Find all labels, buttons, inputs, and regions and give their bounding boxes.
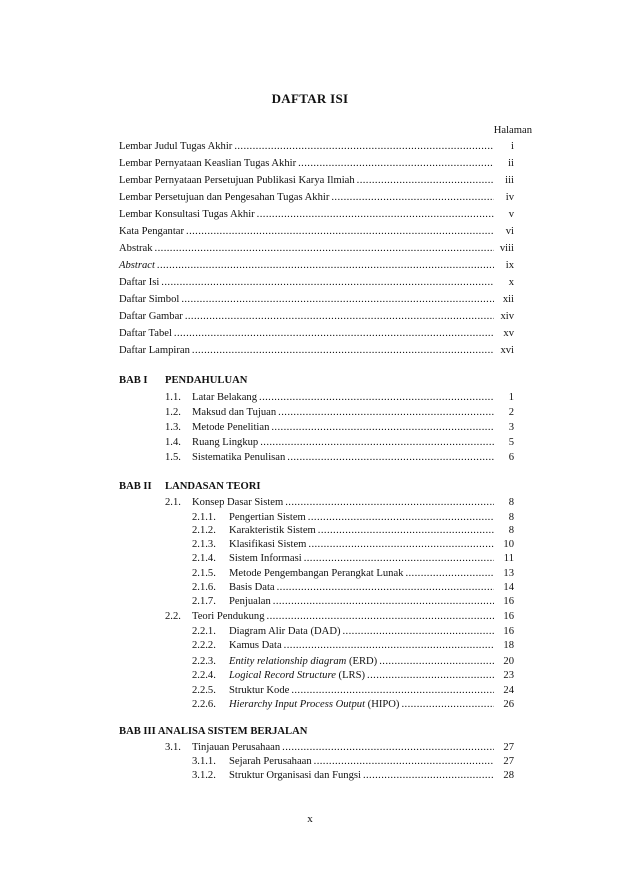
leader-dots: [174, 326, 494, 341]
toc-page: i: [511, 141, 514, 152]
chapter-number: BAB II: [119, 481, 152, 492]
section-number: 2.1.2.: [192, 525, 216, 536]
toc-page: 10: [503, 539, 514, 550]
chapter-title: PENDAHULUAN: [165, 375, 248, 386]
leader-dots: [271, 420, 494, 435]
section-number: 1.4.: [165, 437, 181, 448]
toc-page: 27: [503, 742, 514, 753]
toc-label-suffix: (LRS): [335, 670, 366, 681]
chapter-title: LANDASAN TEORI: [165, 481, 261, 492]
toc-page: xvi: [500, 345, 514, 356]
toc-label: Konsep Dasar Sistem: [192, 497, 284, 508]
section-number: 2.2.: [165, 611, 181, 622]
chapter-number: BAB I: [119, 375, 148, 386]
leader-dots: [192, 343, 494, 358]
toc-page: iv: [505, 192, 514, 203]
toc-entry[interactable]: [192, 754, 514, 769]
toc-entry[interactable]: [192, 551, 514, 566]
toc-entry[interactable]: [119, 156, 514, 171]
toc-label: Karakteristik Sistem: [229, 525, 316, 536]
leader-dots: [401, 697, 494, 712]
section-number: 3.1.1.: [192, 756, 216, 767]
leader-dots: [257, 207, 494, 222]
toc-label: Lembar Konsultasi Tugas Akhir: [119, 209, 255, 220]
toc-label: Daftar Lampiran: [119, 345, 190, 356]
toc-entry[interactable]: [119, 292, 514, 307]
section-number: 1.5.: [165, 452, 181, 463]
toc-entry[interactable]: [119, 139, 514, 154]
toc-page: 13: [503, 568, 514, 579]
leader-dots: [161, 275, 494, 290]
toc-page: x: [508, 277, 514, 288]
leader-dots: [181, 292, 494, 307]
toc-entry[interactable]: [192, 537, 514, 552]
toc-entry[interactable]: [165, 740, 514, 755]
toc-page: 8: [508, 497, 514, 508]
toc-label: Daftar Gambar: [119, 311, 183, 322]
toc-entry[interactable]: [165, 450, 514, 465]
toc-label-italic: Logical Record Structure: [229, 670, 336, 681]
toc-entry[interactable]: [165, 405, 514, 420]
toc-label-suffix: (ERD): [346, 656, 378, 667]
leader-dots: [267, 609, 494, 624]
leader-dots: [314, 754, 494, 769]
section-number: 3.1.2.: [192, 770, 216, 781]
section-number: 2.2.1.: [192, 626, 216, 637]
section-number: 3.1.: [165, 742, 181, 753]
toc-entry[interactable]: [192, 697, 514, 712]
toc-label: Pengertian Sistem: [229, 512, 306, 523]
leader-dots: [287, 450, 494, 465]
leader-dots: [298, 156, 494, 171]
toc-page: 11: [503, 553, 514, 564]
section-number: 2.1.6.: [192, 582, 216, 593]
section-number: 2.1.5.: [192, 568, 216, 579]
toc-page: 8: [508, 512, 514, 523]
toc-label: Daftar Isi: [119, 277, 160, 288]
leader-dots: [234, 139, 494, 154]
toc-page: ix: [505, 260, 514, 271]
section-number: 2.2.4.: [192, 670, 216, 681]
leader-dots: [282, 740, 494, 755]
leader-dots: [367, 668, 494, 683]
toc-label: Sistem Informasi: [229, 553, 302, 564]
leader-dots: [186, 224, 494, 239]
leader-dots: [185, 309, 494, 324]
leader-dots: [357, 173, 494, 188]
toc-label: Latar Belakang: [192, 392, 258, 403]
toc-label-suffix: (HIPO): [365, 699, 400, 710]
halaman-label: Halaman: [493, 125, 532, 136]
leader-dots: [284, 638, 494, 653]
toc-label: Abstract: [119, 260, 155, 271]
toc-label: Lembar Judul Tugas Akhir: [119, 141, 233, 152]
section-number: 2.2.5.: [192, 685, 216, 696]
toc-page: 18: [503, 640, 514, 651]
toc-page: v: [508, 209, 514, 220]
leader-dots: [277, 580, 494, 595]
toc-label: [229, 697, 399, 712]
toc-label: Klasifikasi Sistem: [229, 539, 307, 550]
section-number: 2.2.2.: [192, 640, 216, 651]
toc-entry[interactable]: [192, 654, 514, 669]
toc-label: Lembar Persetujuan dan Pengesahan Tugas Akhir: [119, 192, 330, 203]
toc-label: Struktur Kode: [229, 685, 290, 696]
toc-label: Tinjauan Perusahaan: [192, 742, 281, 753]
toc-page: 6: [508, 452, 514, 463]
toc-entry[interactable]: [119, 275, 514, 290]
leader-dots: [155, 241, 494, 256]
toc-label: Daftar Tabel: [119, 328, 172, 339]
leader-dots: [278, 405, 494, 420]
toc-entry[interactable]: [192, 523, 514, 538]
chapter-heading[interactable]: [119, 724, 307, 739]
toc-page: 20: [503, 656, 514, 667]
toc-page: vi: [505, 226, 514, 237]
leader-dots: [273, 594, 494, 609]
leader-dots: [285, 495, 494, 510]
toc-entry[interactable]: [192, 768, 514, 783]
section-number: 1.3.: [165, 422, 181, 433]
toc-label: Struktur Organisasi dan Fungsi: [229, 770, 361, 781]
toc-page: 16: [503, 611, 514, 622]
toc-entry[interactable]: [119, 343, 514, 358]
toc-entry[interactable]: [192, 638, 514, 653]
toc-page: 27: [503, 756, 514, 767]
toc-page: 23: [503, 670, 514, 681]
toc-page: 26: [503, 699, 514, 710]
toc-page: xii: [502, 294, 514, 305]
toc-entry[interactable]: [119, 173, 514, 188]
toc-entry[interactable]: [165, 495, 514, 510]
leader-dots: [363, 768, 494, 783]
toc-entry[interactable]: [192, 594, 514, 609]
leader-dots: [318, 523, 494, 538]
toc-label: Penjualan: [229, 596, 271, 607]
toc-label: Kata Pengantar: [119, 226, 185, 237]
toc-label: Sistematika Penulisan: [192, 452, 286, 463]
toc-page: 8: [508, 525, 514, 536]
toc-label: Maksud dan Tujuan: [192, 407, 277, 418]
toc-label: [229, 654, 377, 669]
toc-page: 1: [508, 392, 514, 403]
leader-dots: [343, 624, 495, 639]
toc-entry[interactable]: [119, 207, 514, 222]
toc-entry[interactable]: [119, 241, 514, 256]
section-number: 1.1.: [165, 392, 181, 403]
toc-page: 16: [503, 626, 514, 637]
chapter-title: ANALISA SISTEM BERJALAN: [157, 726, 308, 737]
toc-entry[interactable]: [192, 683, 514, 698]
toc-entry[interactable]: [165, 609, 514, 624]
toc-label: Lembar Pernyataan Persetujuan Publikasi Karya Ilmiah: [119, 175, 355, 186]
toc-page: 3: [508, 422, 514, 433]
toc-page: 5: [508, 437, 514, 448]
section-number: 2.1.1.: [192, 512, 216, 523]
section-number: 2.2.6.: [192, 699, 216, 710]
leader-dots: [331, 190, 494, 205]
toc-page: 16: [503, 596, 514, 607]
toc-entry[interactable]: [119, 190, 514, 205]
section-number: 2.2.3.: [192, 656, 216, 667]
chapter-heading[interactable]: [119, 479, 260, 494]
toc-entry[interactable]: [192, 566, 514, 581]
chapter-number: BAB III: [119, 726, 156, 737]
toc-label: Lembar Pernyataan Keaslian Tugas Akhir: [119, 158, 297, 169]
toc-label: Ruang Lingkup: [192, 437, 259, 448]
toc-entry[interactable]: [165, 435, 514, 450]
leader-dots: [260, 435, 494, 450]
toc-label: Metode Pengembangan Perangkat Lunak: [229, 568, 404, 579]
toc-label: Diagram Alir Data (DAD): [229, 626, 341, 637]
page-number: x: [307, 813, 313, 825]
toc-page: 14: [503, 582, 514, 593]
toc-page: 24: [503, 685, 514, 696]
section-number: 2.1.4.: [192, 553, 216, 564]
toc-entry[interactable]: [192, 580, 514, 595]
section-number: 2.1.7.: [192, 596, 216, 607]
toc-label: Teori Pendukung: [192, 611, 265, 622]
toc-label: Abstrak: [119, 243, 153, 254]
toc-entry[interactable]: [192, 624, 514, 639]
leader-dots: [304, 551, 494, 566]
section-number: 2.1.3.: [192, 539, 216, 550]
toc-entry[interactable]: [192, 668, 514, 683]
toc-entry[interactable]: [165, 420, 514, 435]
leader-dots: [379, 654, 494, 669]
toc-entry[interactable]: [119, 224, 514, 239]
toc-page: viii: [499, 243, 514, 254]
toc-label: Daftar Simbol: [119, 294, 180, 305]
chapter-heading[interactable]: [119, 373, 247, 388]
toc-label: Kamus Data: [229, 640, 282, 651]
toc-page: ii: [508, 158, 514, 169]
section-number: 2.1.: [165, 497, 181, 508]
leader-dots: [405, 566, 494, 581]
toc-label-italic: Entity relationship diagram: [229, 656, 347, 667]
section-number: 1.2.: [165, 407, 181, 418]
toc-page: 2: [508, 407, 514, 418]
leader-dots: [291, 683, 494, 698]
toc-entry[interactable]: [119, 309, 514, 324]
toc-page: 28: [503, 770, 514, 781]
toc-page: xiv: [500, 311, 514, 322]
toc-entry[interactable]: [119, 258, 514, 273]
toc-label: Basis Data: [229, 582, 275, 593]
toc-label: [229, 668, 365, 683]
toc-label-italic: Hierarchy Input Process Output: [229, 699, 366, 710]
toc-label: Metode Penelitian: [192, 422, 270, 433]
toc-page: iii: [505, 175, 514, 186]
toc-entry[interactable]: [165, 390, 514, 405]
page-title: DAFTAR ISI: [271, 91, 349, 106]
leader-dots: [259, 390, 494, 405]
leader-dots: [157, 258, 494, 273]
toc-page: xv: [503, 328, 514, 339]
toc-label: Sejarah Perusahaan: [229, 756, 312, 767]
leader-dots: [308, 537, 494, 552]
toc-entry[interactable]: [119, 326, 514, 341]
